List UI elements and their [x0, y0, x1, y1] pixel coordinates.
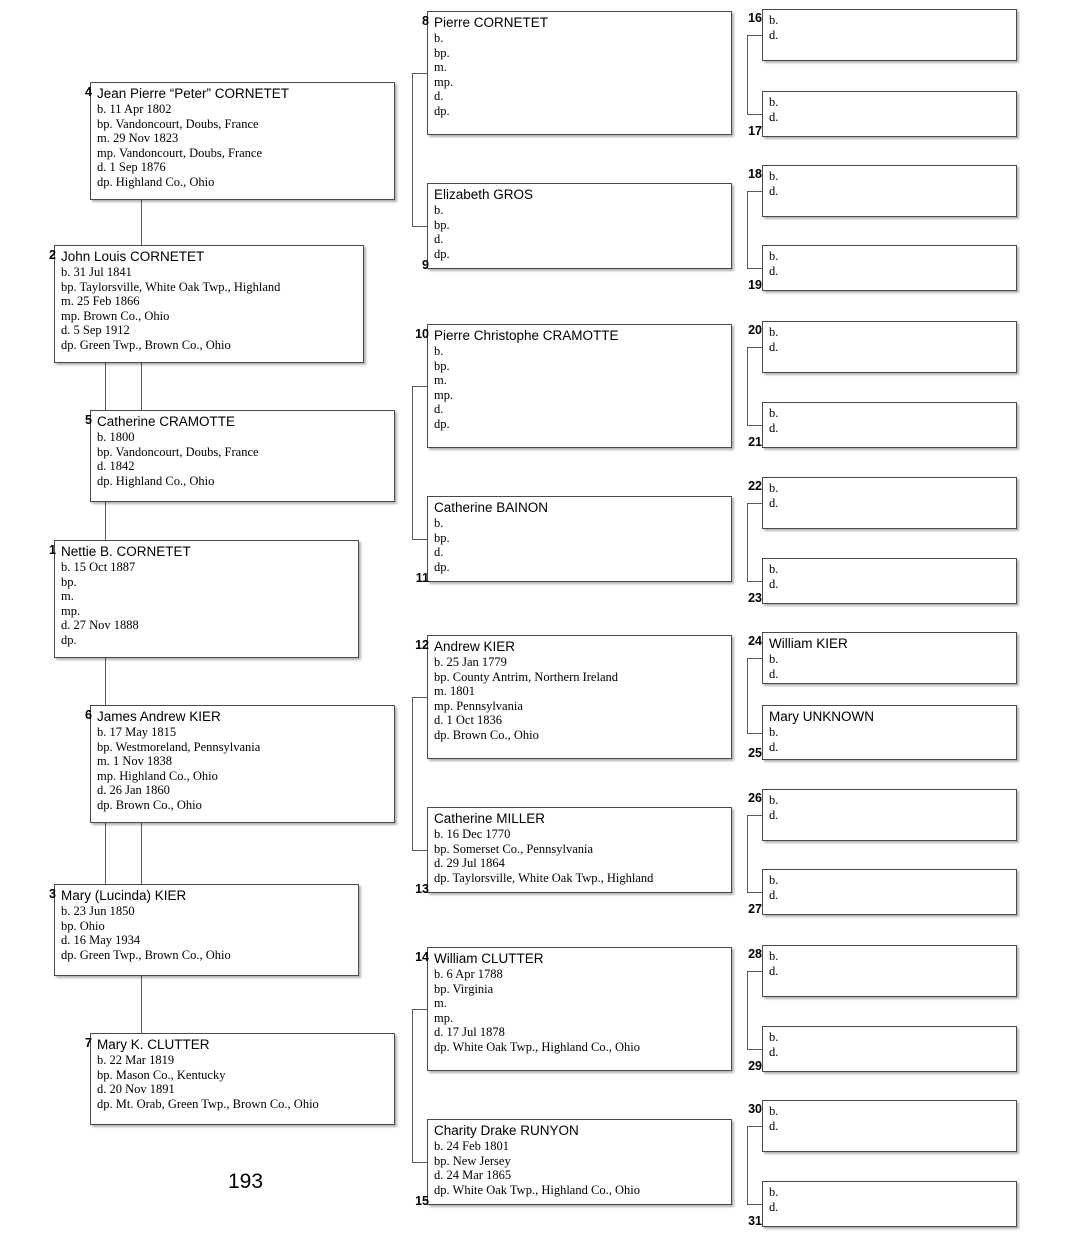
- connector-line: [747, 971, 762, 972]
- connector-line: [412, 697, 413, 764]
- person-number: 20: [748, 323, 762, 337]
- person-name: Charity Drake RUNYON: [434, 1123, 579, 1138]
- person-box[interactable]: [762, 869, 1017, 915]
- connector-line: [412, 1162, 427, 1163]
- person-fact: d.: [769, 576, 779, 591]
- connector-line: [747, 697, 748, 733]
- connector-line: [747, 1049, 762, 1050]
- person-fact: b.: [769, 325, 779, 339]
- person-fact: d.: [434, 232, 444, 247]
- connector-line: [412, 1009, 427, 1010]
- connector-line: [747, 581, 762, 582]
- person-fact: m.: [434, 60, 447, 75]
- person-box[interactable]: [427, 807, 732, 893]
- person-fact: b.: [769, 249, 779, 263]
- person-number: 24: [748, 634, 762, 648]
- person-fact: d.: [434, 89, 444, 104]
- person-number: 22: [748, 479, 762, 493]
- connector-line: [747, 850, 748, 892]
- connector-line: [747, 73, 748, 114]
- person-box[interactable]: [762, 1181, 1017, 1227]
- person-fact: d. 27 Nov 1888: [61, 618, 139, 633]
- person-number: 31: [748, 1214, 762, 1228]
- person-name: William CLUTTER: [434, 951, 544, 966]
- person-fact: dp. Brown Co., Ohio: [434, 727, 539, 742]
- person-box[interactable]: [427, 635, 732, 759]
- person-fact: dp.: [61, 632, 77, 647]
- person-box[interactable]: [762, 789, 1017, 841]
- person-name: John Louis CORNETET: [61, 249, 205, 264]
- person-fact: m.: [61, 589, 74, 604]
- person-fact: b. 15 Oct 1887: [61, 560, 136, 574]
- person-fact: dp. White Oak Twp., Highland Co., Ohio: [434, 1182, 640, 1197]
- person-number: 7: [85, 1036, 92, 1050]
- person-fact: d.: [769, 339, 779, 354]
- person-fact: d.: [434, 402, 444, 417]
- person-fact: mp.: [61, 603, 81, 618]
- connector-line: [747, 1126, 748, 1162]
- connector-line: [412, 539, 427, 540]
- connector-line: [412, 1079, 413, 1162]
- connector-line: [747, 1126, 762, 1127]
- person-fact: dp. White Oak Twp., Highland Co., Ohio: [434, 1039, 640, 1054]
- person-fact: m.: [434, 996, 447, 1011]
- person-fact: b.: [434, 516, 444, 530]
- person-name: Mary UNKNOWN: [769, 709, 874, 724]
- person-fact: b. 16 Dec 1770: [434, 827, 511, 841]
- person-fact: b.: [769, 1030, 779, 1044]
- person-fact: b. 22 Mar 1819: [97, 1053, 175, 1067]
- person-fact: dp.: [434, 416, 450, 431]
- person-fact: mp.: [434, 387, 454, 402]
- person-box[interactable]: [762, 165, 1017, 217]
- person-box[interactable]: [762, 245, 1017, 291]
- person-fact: d.: [769, 27, 779, 42]
- person-fact: bp. New Jersey: [434, 1153, 511, 1168]
- person-fact: b. 23 Jun 1850: [61, 904, 135, 918]
- person-fact: dp. Taylorsville, White Oak Twp., Highland: [434, 870, 654, 885]
- person-number: 23: [748, 591, 762, 605]
- person-fact: b. 31 Jul 1841: [61, 265, 132, 279]
- person-fact: b.: [769, 95, 779, 109]
- person-fact: d.: [769, 1044, 779, 1059]
- person-box[interactable]: [90, 410, 395, 502]
- person-number: 11: [415, 571, 429, 585]
- person-fact: m. 25 Feb 1866: [61, 294, 140, 309]
- person-fact: b.: [769, 169, 779, 183]
- person-fact: m. 1801: [434, 684, 475, 699]
- person-fact: b.: [769, 481, 779, 495]
- person-number: 30: [748, 1102, 762, 1116]
- connector-line: [747, 1204, 762, 1205]
- person-fact: m.: [434, 373, 447, 388]
- person-fact: d. 24 Mar 1865: [434, 1168, 512, 1183]
- person-fact: bp.: [434, 45, 450, 60]
- person-fact: d.: [769, 739, 779, 754]
- person-name: Elizabeth GROS: [434, 187, 534, 202]
- person-fact: mp.: [434, 1010, 454, 1025]
- connector-line: [747, 35, 762, 36]
- person-name: James Andrew KIER: [97, 709, 221, 724]
- person-fact: mp. Brown Co., Ohio: [61, 308, 170, 323]
- person-number: 12: [415, 638, 429, 652]
- person-box[interactable]: [90, 705, 395, 823]
- person-number: 29: [748, 1059, 762, 1073]
- connector-line: [412, 73, 427, 74]
- person-fact: bp. County Antrim, Northern Ireland: [434, 669, 618, 684]
- person-number: 28: [748, 947, 762, 961]
- person-number: 2: [49, 248, 56, 262]
- person-fact: b.: [769, 406, 779, 420]
- person-fact: b.: [769, 1104, 779, 1118]
- connector-line: [412, 1009, 413, 1079]
- person-fact: d.: [769, 887, 779, 902]
- person-fact: b.: [434, 203, 444, 217]
- person-number: 9: [422, 258, 429, 272]
- connector-line: [747, 971, 748, 1009]
- person-number: 19: [748, 278, 762, 292]
- connector-line: [747, 386, 748, 425]
- person-fact: d. 16 May 1934: [61, 933, 141, 948]
- connector-line: [412, 764, 413, 850]
- person-box[interactable]: [427, 496, 732, 582]
- person-fact: d.: [769, 1118, 779, 1133]
- person-fact: bp.: [434, 530, 450, 545]
- connector-line: [747, 815, 748, 850]
- person-fact: b.: [769, 725, 779, 739]
- connector-line: [747, 815, 762, 816]
- person-fact: b.: [769, 13, 779, 27]
- person-fact: bp. Virginia: [434, 981, 494, 996]
- person-number: 10: [415, 327, 429, 341]
- person-number: 16: [748, 11, 762, 25]
- connector-line: [747, 1162, 748, 1204]
- person-fact: d. 29 Jul 1864: [434, 856, 505, 871]
- person-fact: bp.: [61, 574, 77, 589]
- connector-line: [412, 141, 413, 226]
- person-fact: bp. Ohio: [61, 918, 105, 933]
- connector-line: [412, 697, 427, 698]
- person-name: Mary K. CLUTTER: [97, 1037, 210, 1052]
- person-number: 26: [748, 791, 762, 805]
- person-name: Pierre CORNETET: [434, 15, 549, 30]
- person-number: 17: [748, 124, 762, 138]
- person-box[interactable]: [762, 9, 1017, 61]
- person-box[interactable]: [762, 705, 1017, 760]
- person-box[interactable]: [427, 11, 732, 135]
- connector-line: [412, 850, 427, 851]
- person-fact: b.: [434, 31, 444, 45]
- person-fact: d. 5 Sep 1912: [61, 323, 130, 338]
- connector-line: [412, 226, 427, 227]
- person-fact: m. 29 Nov 1823: [97, 131, 179, 146]
- person-number: 5: [85, 413, 92, 427]
- person-fact: bp. Taylorsville, White Oak Twp., Highland: [61, 279, 281, 294]
- connector-line: [747, 191, 748, 226]
- person-fact: bp. Vandoncourt, Doubs, France: [97, 444, 259, 459]
- connector-line: [747, 658, 748, 697]
- person-fact: dp.: [434, 559, 450, 574]
- person-box[interactable]: [54, 540, 359, 658]
- person-name: William KIER: [769, 636, 848, 651]
- connector-line: [412, 386, 427, 387]
- connector-line: [412, 73, 413, 141]
- person-fact: b.: [769, 562, 779, 576]
- person-fact: d.: [769, 263, 779, 278]
- person-box[interactable]: [90, 82, 395, 200]
- person-fact: b. 24 Feb 1801: [434, 1139, 509, 1153]
- person-box[interactable]: [762, 1026, 1017, 1072]
- connector-line: [747, 268, 762, 269]
- person-fact: b. 1800: [97, 430, 135, 444]
- person-box[interactable]: [762, 632, 1017, 684]
- person-box[interactable]: [762, 477, 1017, 529]
- person-fact: b. 17 May 1815: [97, 725, 177, 739]
- person-fact: bp.: [434, 217, 450, 232]
- person-fact: dp. Mt. Orab, Green Twp., Brown Co., Ohio: [97, 1096, 319, 1111]
- connector-line: [747, 425, 762, 426]
- person-fact: d.: [769, 963, 779, 978]
- person-box[interactable]: [762, 91, 1017, 137]
- person-box[interactable]: [762, 321, 1017, 373]
- person-box[interactable]: [427, 947, 732, 1071]
- person-name: Mary (Lucinda) KIER: [61, 888, 187, 903]
- person-fact: b.: [769, 652, 779, 666]
- person-fact: b.: [769, 873, 779, 887]
- person-fact: d. 1 Oct 1836: [434, 713, 503, 728]
- person-fact: b.: [434, 344, 444, 358]
- person-fact: bp. Westmoreland, Pennsylvania: [97, 739, 261, 754]
- connector-line: [747, 191, 762, 192]
- person-fact: b.: [769, 793, 779, 807]
- person-box[interactable]: [427, 1119, 732, 1205]
- person-fact: mp.: [434, 74, 454, 89]
- person-box[interactable]: [427, 183, 732, 269]
- person-fact: dp. Highland Co., Ohio: [97, 473, 215, 488]
- person-fact: dp.: [434, 103, 450, 118]
- person-fact: bp. Mason Co., Kentucky: [97, 1067, 226, 1082]
- person-number: 6: [85, 708, 92, 722]
- person-number: 15: [415, 1194, 429, 1208]
- person-fact: b.: [769, 1185, 779, 1199]
- person-box[interactable]: [762, 945, 1017, 997]
- person-number: 13: [415, 882, 429, 896]
- person-fact: dp.: [434, 246, 450, 261]
- person-fact: d.: [769, 495, 779, 510]
- person-fact: bp. Vandoncourt, Doubs, France: [97, 116, 259, 131]
- person-fact: d. 17 Jul 1878: [434, 1025, 505, 1040]
- person-fact: d.: [434, 545, 444, 560]
- person-fact: d.: [769, 420, 779, 435]
- person-fact: m. 1 Nov 1838: [97, 754, 172, 769]
- person-number: 27: [748, 902, 762, 916]
- person-name: Catherine CRAMOTTE: [97, 414, 236, 429]
- person-box[interactable]: [427, 324, 732, 448]
- person-box[interactable]: [54, 884, 359, 976]
- connector-line: [747, 892, 762, 893]
- connector-line: [747, 35, 748, 73]
- person-number: 18: [748, 167, 762, 181]
- person-box[interactable]: [54, 245, 364, 363]
- connector-line: [747, 226, 748, 268]
- person-box[interactable]: [90, 1033, 395, 1125]
- connector-line: [747, 733, 762, 734]
- person-name: Jean Pierre “Peter” CORNETET: [97, 86, 290, 101]
- connector-line: [747, 347, 762, 348]
- person-fact: dp. Brown Co., Ohio: [97, 797, 202, 812]
- person-name: Nettie B. CORNETET: [61, 544, 191, 559]
- connector-line: [747, 658, 762, 659]
- person-number: 14: [415, 950, 429, 964]
- connector-line: [747, 347, 748, 386]
- connector-line: [747, 1009, 748, 1049]
- person-fact: mp. Highland Co., Ohio: [97, 768, 218, 783]
- person-number: 3: [49, 887, 56, 901]
- person-fact: d. 1842: [97, 459, 135, 474]
- person-fact: dp. Highland Co., Ohio: [97, 174, 215, 189]
- person-fact: d.: [769, 183, 779, 198]
- person-fact: mp. Pennsylvania: [434, 698, 523, 713]
- person-name: Catherine BAINON: [434, 500, 549, 515]
- person-fact: d.: [769, 1199, 779, 1214]
- person-fact: bp.: [434, 358, 450, 373]
- person-box[interactable]: [762, 1100, 1017, 1152]
- person-number: 4: [85, 85, 92, 99]
- person-name: Andrew KIER: [434, 639, 516, 654]
- person-fact: d.: [769, 666, 779, 681]
- person-name: Pierre Christophe CRAMOTTE: [434, 328, 619, 343]
- page-number: 193: [228, 1170, 264, 1193]
- person-number: 25: [748, 746, 762, 760]
- person-fact: b. 6 Apr 1788: [434, 967, 503, 981]
- person-fact: dp. Green Twp., Brown Co., Ohio: [61, 337, 231, 352]
- person-fact: d.: [769, 807, 779, 822]
- person-fact: d.: [769, 109, 779, 124]
- person-box[interactable]: [762, 402, 1017, 448]
- connector-line: [747, 503, 748, 539]
- person-fact: mp. Vandoncourt, Doubs, France: [97, 145, 263, 160]
- person-box[interactable]: [762, 558, 1017, 604]
- person-name: Catherine MILLER: [434, 811, 546, 826]
- person-fact: b. 11 Apr 1802: [97, 102, 172, 116]
- connector-line: [747, 114, 762, 115]
- person-fact: bp. Somerset Co., Pennsylvania: [434, 841, 594, 856]
- connector-line: [412, 386, 413, 456]
- person-number: 21: [748, 435, 762, 449]
- person-fact: d. 20 Nov 1891: [97, 1082, 175, 1097]
- person-fact: b. 25 Jan 1779: [434, 655, 507, 669]
- person-fact: dp. Green Twp., Brown Co., Ohio: [61, 947, 231, 962]
- person-fact: d. 26 Jan 1860: [97, 783, 170, 798]
- person-number: 8: [422, 14, 429, 28]
- person-number: 1: [49, 543, 56, 557]
- person-fact: b.: [769, 949, 779, 963]
- person-fact: d. 1 Sep 1876: [97, 160, 166, 175]
- connector-line: [412, 456, 413, 539]
- connector-line: [747, 503, 762, 504]
- connector-line: [747, 539, 748, 581]
